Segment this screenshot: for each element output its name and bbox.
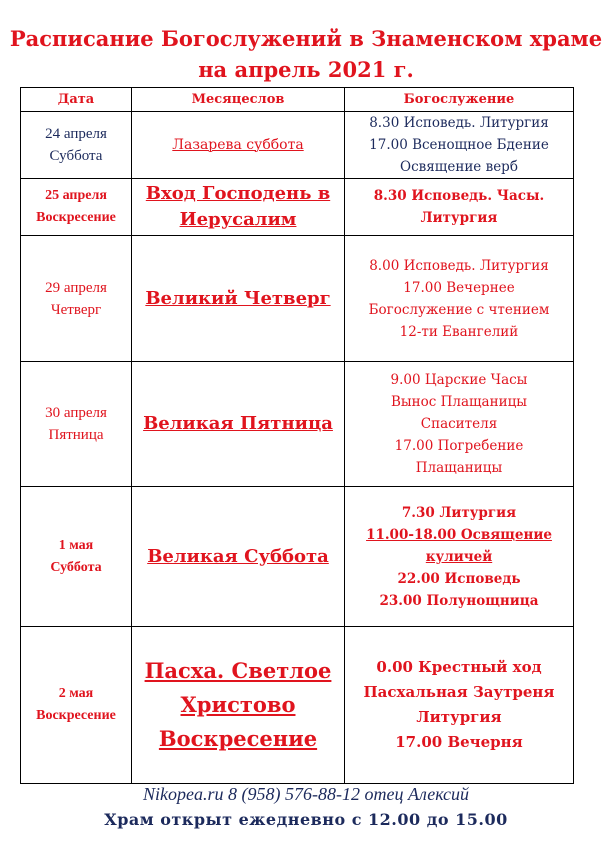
service-line: Вынос Плащаницы	[390, 394, 528, 410]
date-weekday: Суббота	[49, 148, 103, 164]
service-line: 7.30 Литургия	[401, 504, 517, 521]
table-header-row	[21, 88, 574, 112]
date-day: 1 мая	[58, 537, 94, 553]
page-title: Расписание Богослужений в Знаменском храме	[9, 26, 603, 51]
date-cell	[21, 179, 132, 236]
table-row	[21, 112, 574, 179]
schedule-table	[20, 87, 574, 784]
service-line: куличей	[425, 548, 493, 565]
header-date: Дата	[21, 88, 132, 112]
service-line: 23.00 Полунощница	[379, 592, 539, 609]
service-line: 17.00 Вечернее	[403, 279, 515, 296]
service-line: 8.30 Исповедь. Литургия	[369, 115, 549, 131]
feast-name: Великий Четверг	[145, 287, 331, 309]
service-line: 17.00 Всенощное Бдение	[369, 137, 549, 153]
services-cell	[345, 236, 574, 362]
table-row	[21, 362, 574, 487]
contact-line: Nikopea.ru 8 (958) 576-88-12 отец Алексий	[143, 784, 469, 804]
feast-name: Вход Господень в	[145, 183, 331, 204]
service-line: 8.30 Исповедь. Часы.	[373, 188, 545, 204]
date-weekday: Четверг	[50, 301, 102, 318]
date-weekday: Воскресение	[36, 708, 116, 723]
table-row	[21, 487, 574, 627]
date-day: 29 апреля	[45, 279, 107, 296]
header-feast: Месяцеслов	[132, 88, 345, 112]
service-line: 22.00 Исповедь	[397, 570, 521, 587]
feast-cell	[132, 179, 345, 236]
date-weekday: Воскресение	[36, 210, 116, 225]
date-cell	[21, 487, 132, 627]
feast-name: Великая Пятница	[143, 413, 333, 434]
date-day: 2 мая	[58, 686, 94, 701]
feast-name: Пасха. Светлое	[144, 658, 332, 683]
service-line: Плащаницы	[415, 460, 503, 476]
service-line: Литургия	[420, 210, 498, 226]
services-cell	[345, 487, 574, 627]
opening-hours: Храм открыт ежедневно с 12.00 до 15.00	[104, 810, 508, 829]
feast-cell	[132, 362, 345, 487]
date-day: 30 апреля	[45, 405, 107, 421]
services-cell	[345, 112, 574, 179]
date-cell	[21, 236, 132, 362]
service-line: Спасителя	[420, 416, 498, 432]
service-line: 11.00-18.00 Освящение	[366, 526, 552, 543]
feast-cell	[132, 112, 345, 179]
page-subtitle: на апрель 2021 г.	[198, 57, 414, 82]
feast-cell	[132, 627, 345, 784]
table-row	[21, 236, 574, 362]
feast-name: Христово	[180, 692, 296, 717]
services-cell	[345, 362, 574, 487]
service-line: Освящение верб	[400, 159, 518, 175]
service-line: Литургия	[416, 708, 502, 726]
services-cell	[345, 179, 574, 236]
date-day: 25 апреля	[45, 188, 107, 203]
date-day: 24 апреля	[45, 126, 107, 142]
service-line: 8.00 Исповедь. Литургия	[369, 257, 549, 274]
date-cell	[21, 627, 132, 784]
date-cell	[21, 362, 132, 487]
date-cell	[21, 112, 132, 179]
feast-name: Лазарева суббота	[172, 137, 304, 153]
table-row	[21, 627, 574, 784]
feast-cell	[132, 487, 345, 627]
table-row	[21, 179, 574, 236]
service-line: 0.00 Крестный ход	[376, 658, 542, 676]
service-line: 17.00 Вечерня	[395, 733, 523, 751]
feast-name: Иерусалим	[179, 209, 297, 230]
feast-cell	[132, 236, 345, 362]
service-line: 9.00 Царские Часы	[390, 372, 528, 388]
service-line: Богослужение с чтением	[368, 301, 550, 318]
date-weekday: Пятница	[48, 427, 104, 443]
feast-name: Воскресение	[158, 726, 318, 751]
header-services: Богослужение	[345, 88, 574, 112]
date-weekday: Суббота	[50, 559, 102, 575]
service-line: 17.00 Погребение	[394, 438, 524, 454]
service-line: 12-ти Евангелий	[399, 323, 519, 340]
service-line: Пасхальная Заутреня	[363, 683, 555, 701]
feast-name: Великая Суббота	[147, 545, 329, 567]
services-cell	[345, 627, 574, 784]
